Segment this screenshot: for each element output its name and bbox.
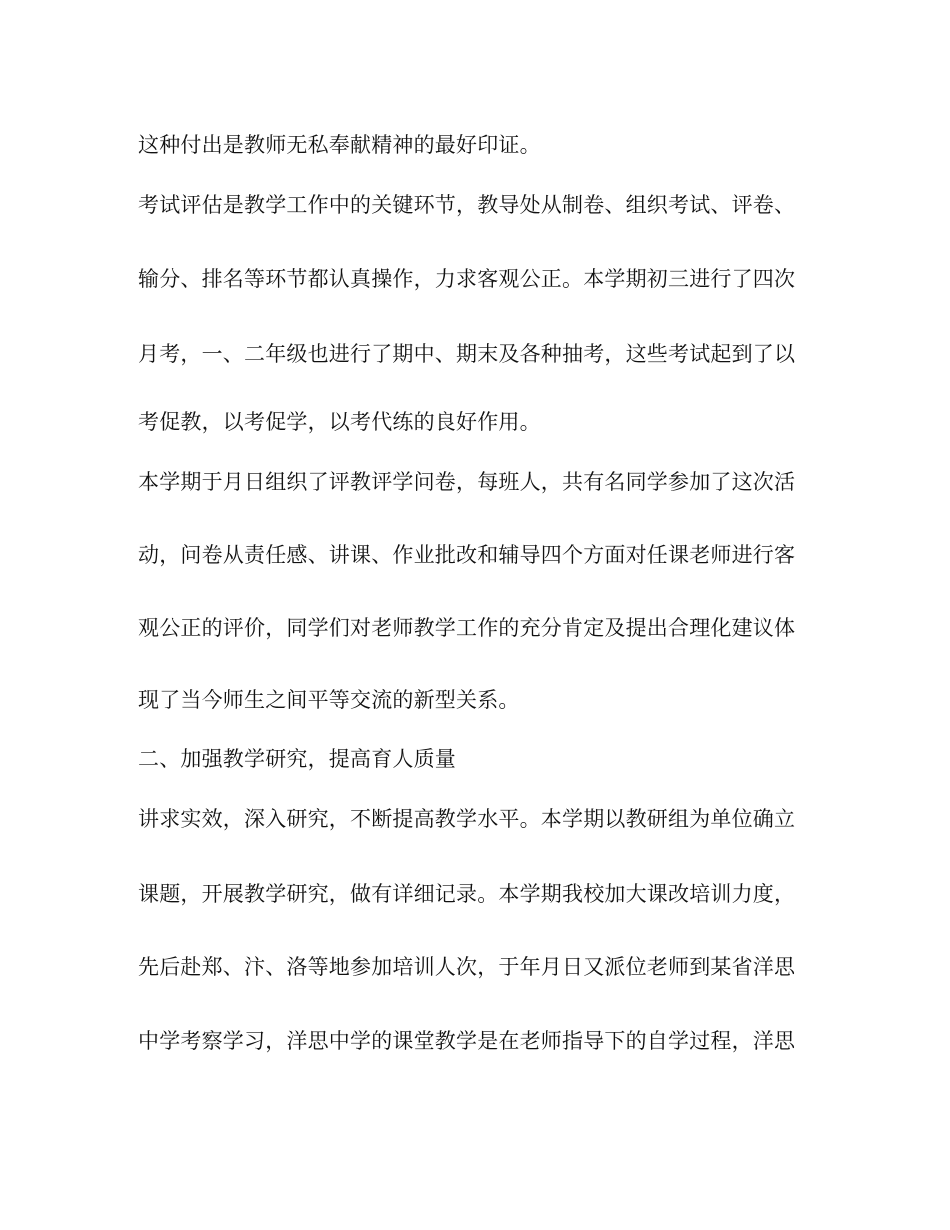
text-line: 课题，开展教学研究，做有详细记录。本学期我校加大课改培训力度， (138, 882, 796, 906)
text-line: 动，问卷从责任感、讲课、作业批改和辅导四个方面对任课老师进行客 (138, 543, 796, 567)
section-heading: 二、加强教学研究，提高育人质量 (138, 747, 456, 771)
text-line: 考试评估是教学工作中的关键环节，教导处从制卷、组织考试、评卷、 (138, 193, 796, 217)
text-line: 考促教，以考促学，以考代练的良好作用。 (138, 410, 541, 434)
text-line: 中学考察学习，洋思中学的课堂教学是在老师指导下的自学过程，洋思 (138, 1029, 796, 1053)
text-line: 讲求实效，深入研究，不断提高教学水平。本学期以教研组为单位确立 (138, 807, 796, 831)
text-line: 本学期于月日组织了评教评学问卷，每班人，共有名同学参加了这次活 (138, 470, 796, 494)
text-line: 观公正的评价，同学们对老师教学工作的充分肯定及提出合理化建议体 (138, 616, 796, 640)
text-line: 这种付出是教师无私奉献精神的最好印证。 (138, 133, 541, 157)
text-line: 输分、排名等环节都认真操作，力求客观公正。本学期初三进行了四次 (138, 267, 796, 291)
text-line: 月考，一、二年级也进行了期中、期末及各种抽考，这些考试起到了以 (138, 342, 796, 366)
text-line: 先后赴郑、汴、洛等地参加培训人次，于年月日又派位老师到某省洋思 (138, 955, 796, 979)
text-line: 现了当今师生之间平等交流的新型关系。 (138, 688, 520, 712)
